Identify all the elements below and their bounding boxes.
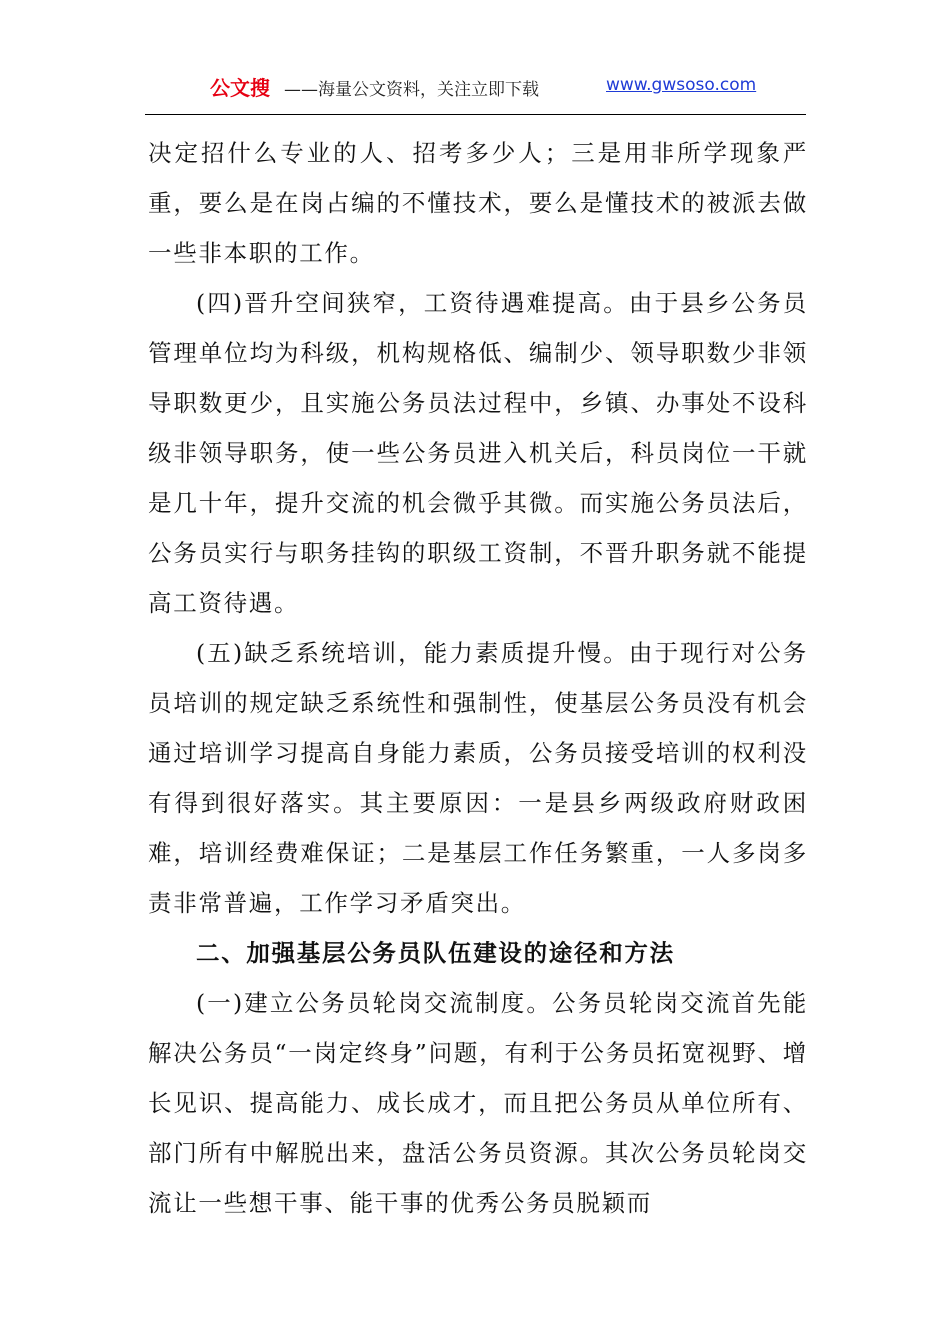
header-divider bbox=[145, 114, 806, 115]
paragraph-measure-1: (一)建立公务员轮岗交流制度。公务员轮岗交流首先能解决公务员“一岗定终身”问题，有利于公务员拓宽视野、增长见识、提高能力、成长成才，而且把公务员从单位所有、部门所有中解脱出来，盘活公务员资源。其次公务员轮岗交流让一些想干事、能干事的优秀公务员脱颖而 bbox=[148, 989, 808, 1217]
paragraph-continued: 决定招什么专业的人、招考多少人；三是用非所学现象严重，要么是在岗占编的不懂技术，要么是懂技术的被派去做一些非本职的工作。 bbox=[148, 139, 808, 267]
website-link[interactable]: www.gwsoso.com bbox=[606, 75, 757, 95]
page-header bbox=[148, 68, 806, 104]
paragraph-section-4: (四)晋升空间狭窄，工资待遇难提高。由于县乡公务员管理单位均为科级，机构规格低、编制少、领导职数少非领导职数更少，且实施公务员法过程中，乡镇、办事处不设科级非领导职务，使一些公务员进入机关后，科员岗位一干就是几十年，提升交流的机会微乎其微。而实施公务员法后，公务员实行与职务挂钩的职级工资制，不晋升职务就不能提高工资待遇。 bbox=[148, 289, 808, 617]
paragraph-section-5: (五)缺乏系统培训，能力素质提升慢。由于现行对公务员培训的规定缺乏系统性和强制性，使基层公务员没有机会通过培训学习提高自身能力素质，公务员接受培训的权利没有得到很好落实。其主要原因：一是县乡两级政府财政困难，培训经费难保证；二是基层工作任务繁重，一人多岗多责非常普遍，工作学习矛盾突出。 bbox=[148, 639, 808, 917]
document-body bbox=[148, 128, 808, 1228]
section-heading: 二、加强基层公务员队伍建设的途径和方法 bbox=[196, 939, 675, 967]
brand-logo-text: 公文搜 bbox=[210, 76, 270, 100]
header-slogan: ——海量公文资料，关注立即下载 bbox=[284, 80, 539, 100]
